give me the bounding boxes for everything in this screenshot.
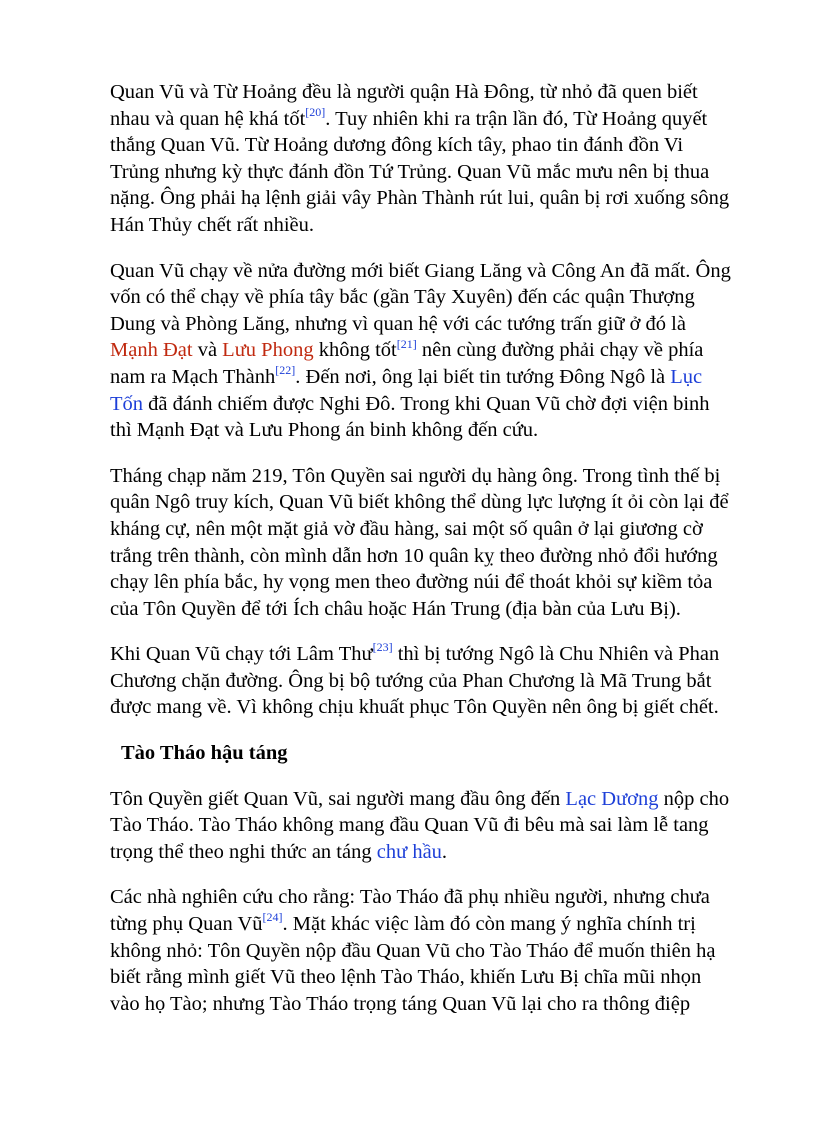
- text-run: từng phụ Quan Vũ: [110, 913, 263, 936]
- text-line: nặng. Ông phải hạ lệnh giải vây Phàn Thành rút lui, quân bị rơi xuống sông: [110, 187, 730, 210]
- link-lac-duong[interactable]: Lạc Dương: [565, 787, 659, 810]
- text-line: Chương chặn đường. Ông bị bộ tướng của Phan Chương là Mã Trung bắt: [110, 669, 712, 692]
- text-line: chạy lên phía bắc, hy vọng men theo đường núi để thoát khỏi sự kiềm tỏa: [110, 571, 713, 594]
- text-line: Các nhà nghiên cứu cho rằng: Tào Tháo đã phụ nhiều người, nhưng chưa: [110, 886, 710, 909]
- text-line: biết rằng mình giết Vũ theo lệnh Tào Tháo, khiến Lưu Bị chĩa mũi nhọn: [110, 966, 702, 989]
- text-run: Tôn Quyền giết Quan Vũ, sai người mang đầu ông đến: [110, 787, 566, 810]
- text-run: nhau và quan hệ khá tốt: [110, 107, 306, 130]
- text-line: kháng cự, nên một mặt giả vờ đầu hàng, sai một số quân ở lại giương cờ: [110, 517, 703, 540]
- text-line: [110, 337, 770, 364]
- text-line: [110, 391, 770, 418]
- text-line: Dung và Phòng Lăng, nhưng vì quan hệ với các tướng trấn giữ ở đó là: [110, 312, 686, 335]
- text-line: Tào Tháo. Tào Tháo không mang đầu Quan Vũ đi bêu mà sai làm lễ tang: [110, 814, 709, 837]
- link-manh-dat[interactable]: Mạnh Đạt: [110, 339, 193, 362]
- paragraph-1: [110, 79, 770, 239]
- text-line: Trủng nhưng kỳ thực đánh đồn Tứ Trủng. Quan Vũ mắc mưu nên bị thua: [110, 160, 710, 183]
- section-heading: Tào Tháo hậu táng: [121, 742, 288, 765]
- text-run: .: [441, 840, 448, 863]
- paragraph-5: [110, 786, 770, 866]
- text-run: và: [192, 339, 223, 362]
- text-line: [110, 641, 770, 668]
- text-run: thì bị tướng Ngô là Chu Nhiên và Phan: [392, 643, 720, 666]
- link-luc-ton-cont[interactable]: Tốn: [110, 392, 144, 415]
- footnote-link-24[interactable]: [24]: [262, 910, 283, 925]
- paragraph-3: [110, 463, 770, 623]
- text-line: Hán Thủy chết rất nhiều.: [110, 213, 314, 236]
- text-run: . Đến nơi, ông lại biết tin tướng Đông Ngô là: [295, 365, 671, 388]
- text-line: [110, 106, 770, 133]
- footnote-link-23[interactable]: [23]: [372, 640, 393, 655]
- text-line: [110, 786, 770, 813]
- text-run: Khi Quan Vũ chạy tới Lâm Thư: [110, 643, 373, 666]
- text-line: của Tôn Quyền để tới Ích châu hoặc Hán Trung (địa bàn của Lưu Bị).: [110, 597, 681, 620]
- text-run: không tốt: [313, 339, 397, 362]
- paragraph-2: [110, 258, 770, 444]
- text-line: không nhỏ: Tôn Quyền nộp đầu Quan Vũ cho Tào Tháo để muốn thiên hạ: [110, 939, 716, 962]
- text-run: . Mặt khác việc làm đó còn mang ý nghĩa chính trị: [282, 913, 696, 936]
- footnote-link-21[interactable]: [21]: [396, 336, 417, 351]
- footnote-link-20[interactable]: [20]: [305, 104, 326, 119]
- link-chu-hau[interactable]: chư hầu: [376, 840, 442, 863]
- text-line: Quan Vũ chạy về nửa đường mới biết Giang Lăng và Công An đã mất. Ông: [110, 259, 731, 282]
- text-line: được mang về. Vì không chịu khuất phục Tôn Quyền nên ông bị giết chết.: [110, 696, 719, 719]
- footnote-link-22[interactable]: [22]: [275, 363, 296, 378]
- paragraph-4: [110, 641, 770, 721]
- text-line: [110, 364, 770, 391]
- text-run: nộp cho: [658, 787, 730, 810]
- text-line: [110, 911, 770, 938]
- text-line: Tháng chạp năm 219, Tôn Quyền sai người dụ hàng ông. Trong tình thế bị: [110, 464, 721, 487]
- document-page: [110, 79, 770, 1017]
- text-line: vốn có thể chạy về phía tây bắc (gần Tây Xuyên) đến các quận Thượng: [110, 286, 695, 309]
- text-run: nam ra Mạch Thành: [110, 365, 276, 388]
- link-luu-phong[interactable]: Lưu Phong: [222, 339, 314, 362]
- text-line: quân Ngô truy kích, Quan Vũ biết không thể dùng lực lượng ít ỏi còn lại để: [110, 491, 729, 514]
- text-line: thắng Quan Vũ. Từ Hoảng dương đông kích tây, phao tin đánh đồn Vi: [110, 134, 684, 157]
- link-luc-ton[interactable]: Lục: [670, 365, 703, 388]
- text-run: . Tuy nhiên khi ra trận lần đó, Từ Hoảng quyết: [325, 107, 708, 130]
- text-run: đã đánh chiếm được Nghi Đô. Trong khi Quan Vũ chờ đợi viện binh: [143, 392, 710, 415]
- text-line: Quan Vũ và Từ Hoảng đều là người quận Hà Đông, từ nhỏ đã quen biết: [110, 81, 698, 103]
- text-line: trắng trên thành, còn mình dẫn hơn 10 quân kỵ theo đường nhỏ đổi hướng: [110, 544, 718, 567]
- paragraph-6: [110, 884, 770, 1017]
- text-run: trọng thể theo nghi thức an táng: [110, 840, 377, 863]
- text-run: nên cùng đường phải chạy về phía: [416, 339, 704, 362]
- text-line: thì Mạnh Đạt và Lưu Phong án binh không đến cứu.: [110, 419, 539, 442]
- text-line: [110, 839, 770, 866]
- text-line: vào họ Tào; nhưng Tào Tháo trọng táng Quan Vũ lại cho ra thông điệp: [110, 992, 691, 1015]
